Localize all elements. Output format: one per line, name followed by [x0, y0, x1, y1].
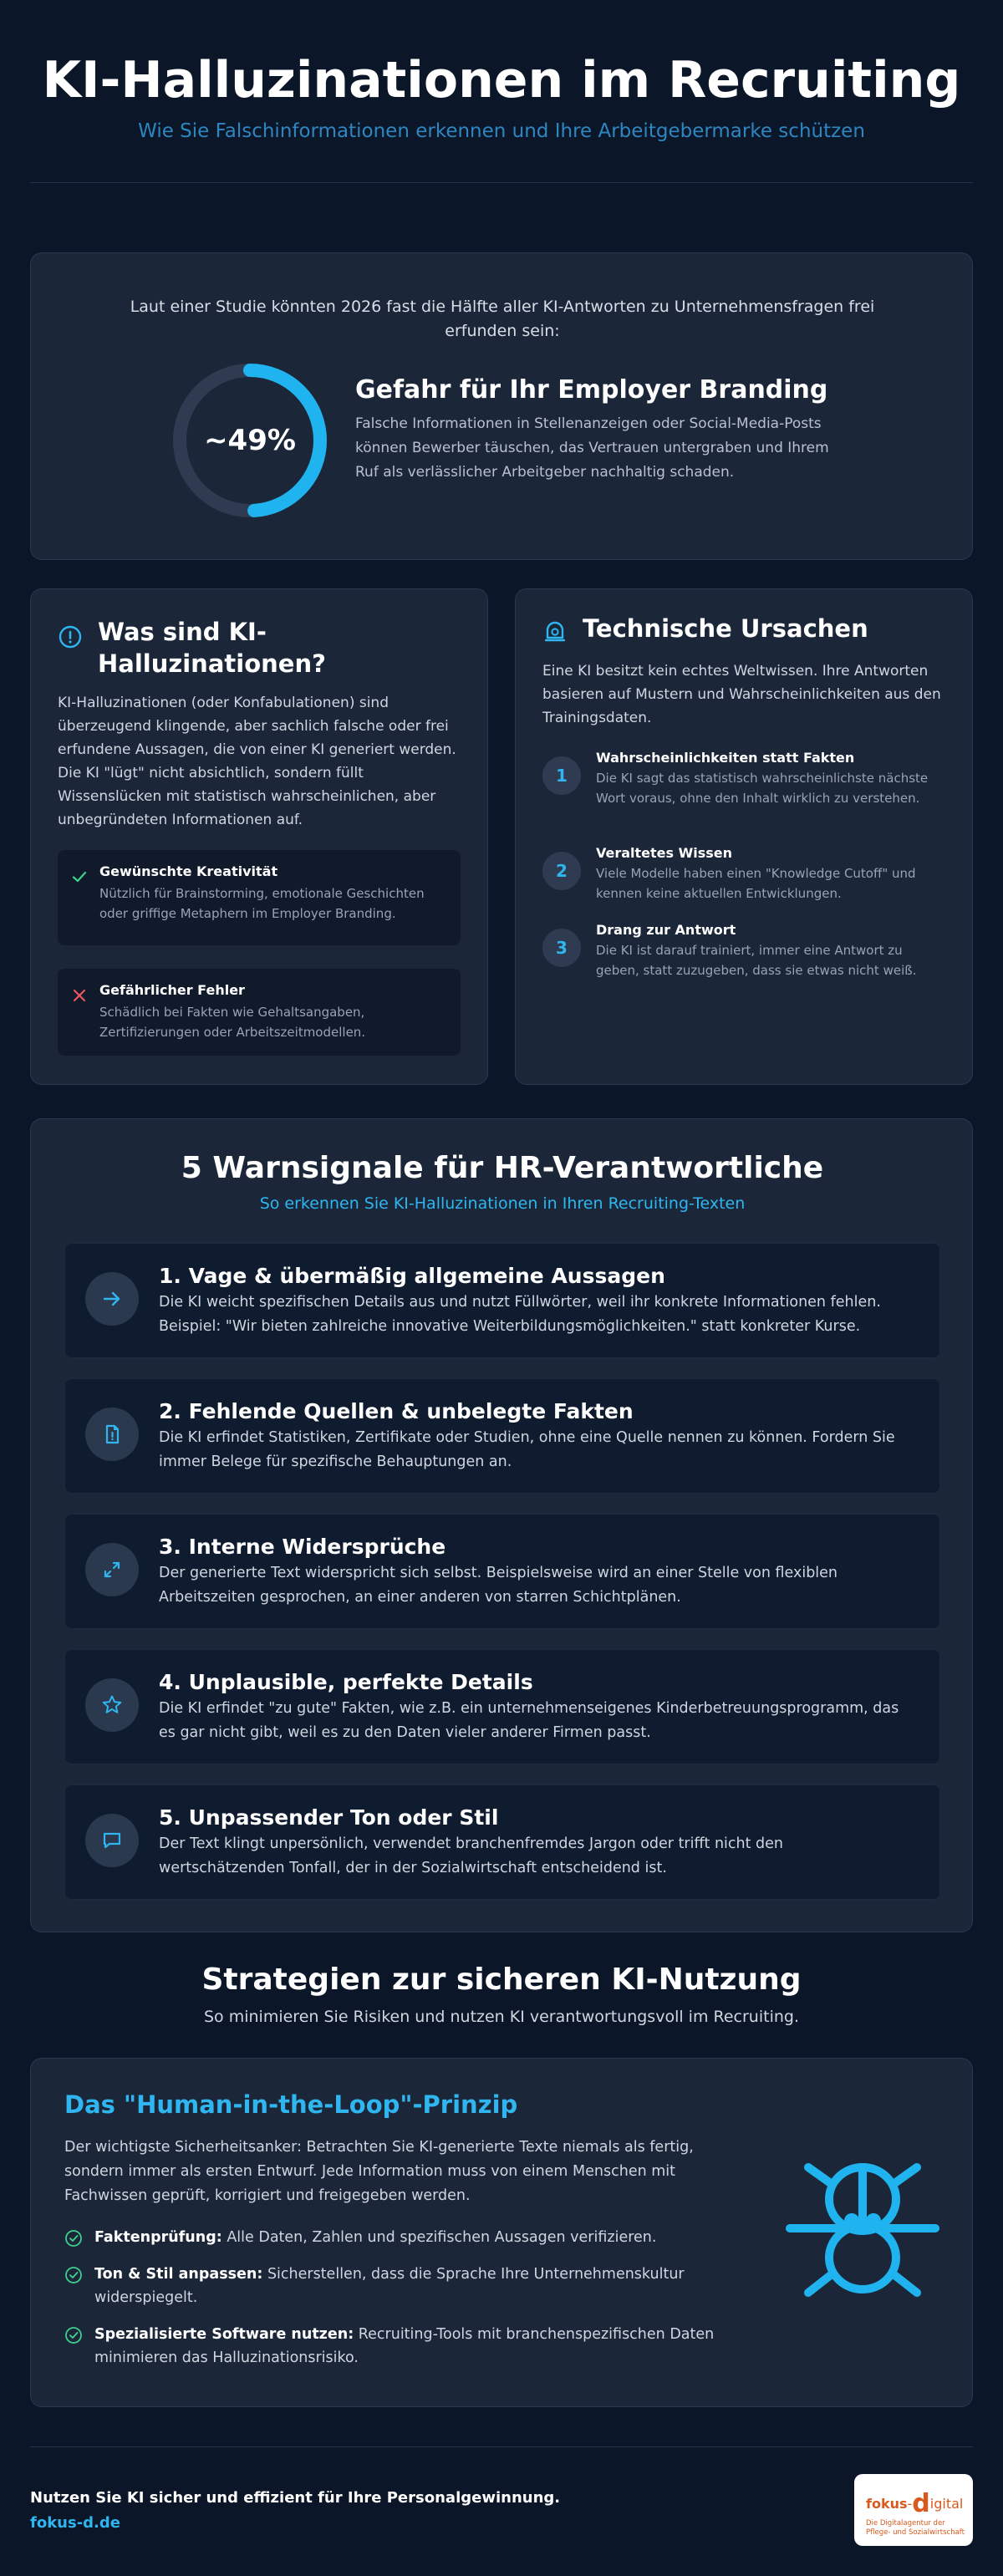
cause-desc: Die KI ist darauf trainiert, immer eine Antwort zu geben, statt zuzugeben, dass sie etwas nicht weiß. [596, 943, 917, 978]
header-divider [30, 182, 973, 183]
warning-item [64, 1649, 940, 1764]
check-circle-icon [64, 2266, 83, 2284]
mini-card-desc: Schädlich bei Fakten wie Gehaltsangaben, Zertifizierungen oder Arbeitszeitmodellen. [99, 1005, 366, 1040]
mini-card-desc: Nützlich für Brainstorming, emotionale Geschichten oder griffige Metaphern im Employer Branding. [99, 886, 425, 921]
ring-value: ~49% [204, 424, 296, 457]
cause-title: Wahrscheinlichkeiten statt Fakten [596, 750, 855, 766]
strategies-title: Strategien zur sicheren KI-Nutzung [201, 1963, 802, 1997]
warning-item [64, 1514, 940, 1629]
chat-icon [85, 1814, 139, 1867]
footer-divider [30, 2446, 973, 2447]
warning-item-desc: Die KI erfindet Statistiken, Zertifikate oder Studien, ohne eine Quelle nennen zu können. Fordern Sie immer Belege für spezifische Behauptungen an. [159, 1429, 895, 1470]
arrow-right-icon [85, 1272, 139, 1326]
footer-link[interactable]: fokus-d.de [30, 2514, 120, 2532]
warning-item-title: 3. Interne Widersprüche [159, 1535, 446, 1559]
strategies-subtitle: So minimieren Sie Risiken und nutzen KI verantwortungsvoll im Recruiting. [204, 2008, 799, 2026]
mini-card-title: Gefährlicher Fehler [99, 982, 245, 998]
warning-item-desc: Der generierte Text widerspricht sich selbst. Beispielsweise wird an einer Stelle von flexiblen Arbeitszeiten gesprochen, an einer anderen von starren Schichtplänen. [159, 1565, 838, 1606]
mini-card-creativity [58, 850, 461, 945]
header [0, 0, 1003, 142]
warning-item-desc: Die KI erfindet "zu gute" Fakten, wie z.B. ein unternehmenseigenes Kinderbetreuungsprogramm, das es gar nicht gibt, weil es zu den Daten vieler anderer Firmen passt. [159, 1700, 899, 1741]
fokus-digital-logo[interactable] [854, 2474, 973, 2546]
page-subtitle: Wie Sie Falschinformationen erkennen und Ihre Arbeitgebermarke schützen [138, 120, 865, 142]
what-title: Was sind KI-Halluzinationen? [98, 618, 326, 678]
alert-circle-icon [58, 624, 83, 649]
cause-item [542, 750, 952, 825]
stat-description: Falsche Informationen in Stellenanzeigen oder Social-Media-Posts können Bewerber täuschen, das Vertrauen untergraben und Ihrem Ruf als verlässlicher Arbeitgeber nachhaltig schaden. [355, 415, 829, 481]
page-title: KI-Halluzinationen im Recruiting [42, 51, 961, 109]
warning-subtitle: So erkennen Sie KI-Halluzinationen in Ihren Recruiting-Texten [259, 1194, 746, 1213]
mini-card-title: Gewünschte Kreativität [99, 863, 278, 879]
cause-item [542, 845, 952, 904]
check-icon [71, 868, 88, 885]
warning-title: 5 Warnsignale für HR-Verantwortliche [181, 1151, 824, 1185]
hitl-text: Der wichtigste Sicherheitsanker: Betrachten Sie KI-generierte Texte niemals als fertig, sondern immer als ersten Entwurf. Jede Information muss von einem Menschen mit Fachwissen geprüft, korrigiert und freigegeben werden. [64, 2139, 694, 2204]
warning-item-desc: Der Text klingt unpersönlich, verwendet branchenfremdes Jargon oder trifft nicht den wertschätzenden Tonfall, der in der Sozialwirtschaft entscheidend ist. [159, 1835, 784, 1876]
causes-title: Technische Ursachen [583, 614, 868, 643]
cause-title: Veraltetes Wissen [596, 845, 733, 861]
what-card [30, 588, 488, 1085]
warning-signs-card [30, 1118, 973, 1932]
star-icon [85, 1678, 139, 1732]
warning-item [64, 1784, 940, 1900]
warning-item [64, 1378, 940, 1494]
warning-item [64, 1243, 940, 1358]
cause-number: 3 [542, 929, 581, 967]
warning-item-title: 5. Unpassender Ton oder Stil [159, 1805, 499, 1830]
check-circle-icon [64, 2326, 83, 2344]
warning-item-title: 1. Vage & übermäßig allgemeine Aussagen [159, 1264, 665, 1288]
bug-icon [783, 2151, 942, 2309]
causes-card [515, 588, 973, 1085]
brain-chip-icon [542, 619, 568, 644]
logo-name: fokus-digital [866, 2489, 964, 2518]
cause-number: 1 [542, 756, 581, 795]
cause-item [542, 922, 952, 980]
warning-item-desc: Die KI weicht spezifischen Details aus und nutzt Füllwörter, weil ihr konkrete Informationen fehlen. Beispiel: "Wir bieten zahlreiche innovative Weiterbildungsmöglichkeiten." statt konkreter Kurse. [159, 1294, 881, 1335]
cause-desc: Viele Modelle haben einen "Knowledge Cutoff" und kennen keine aktuellen Entwicklungen. [596, 866, 916, 901]
checklist-text: Ton & Stil anpassen: Sicherstellen, dass die Sprache Ihre Unternehmenskultur widerspiegelt. [94, 2266, 685, 2306]
document-icon [85, 1408, 139, 1461]
checklist-text: Spezialisierte Software nutzen: Recruiting-Tools mit branchenspezifischen Daten minimieren das Halluzinationsrisiko. [94, 2326, 715, 2366]
cause-desc: Die KI sagt das statistisch wahrscheinlichste nächste Wort voraus, ohne den Inhalt wirklich zu verstehen. [596, 771, 929, 806]
x-icon [71, 987, 88, 1004]
cause-number: 2 [542, 852, 581, 890]
hitl-title: Das "Human-in-the-Loop"-Prinzip [64, 2090, 518, 2119]
mini-card-error [58, 969, 461, 1056]
warning-item-title: 4. Unplausible, perfekte Details [159, 1670, 533, 1694]
logo-tagline: Die Digitalagentur der Pflege- und Sozialwirtschaft [866, 2519, 965, 2537]
causes-text: Eine KI besitzt kein echtes Weltwissen. Ihre Antworten basieren auf Mustern und Wahrscheinlichkeiten aus den Trainingsdaten. [542, 663, 941, 726]
stat-intro: Laut einer Studie könnten 2026 fast die Hälfte aller KI-Antworten zu Unternehmensfragen frei erfunden sein: [130, 298, 875, 340]
check-circle-icon [64, 2229, 83, 2248]
arrows-diagonal-icon [85, 1543, 139, 1596]
what-text: KI-Halluzinationen (oder Konfabulationen) sind überzeugend klingende, aber sachlich falsche oder frei erfundene Aussagen, die von einer KI generiert werden. Die KI "lügt" nicht absichtlich, sondern füllt Wissenslücken mit statistisch wahrscheinlichen, aber unbegründeten Informationen auf. [58, 695, 456, 828]
footer-text: Nutzen Sie KI sicher und effizient für Ihre Personalgewinnung. [30, 2489, 561, 2507]
warning-item-title: 2. Fehlende Quellen & unbelegte Fakten [159, 1399, 634, 1423]
stat-card [30, 252, 973, 560]
checklist-text: Faktenprüfung: Alle Daten, Zahlen und spezifischen Aussagen verifizieren. [94, 2229, 657, 2246]
human-in-the-loop-card [30, 2058, 973, 2407]
cause-title: Drang zur Antwort [596, 922, 736, 938]
percentage-ring [170, 360, 330, 521]
stat-title: Gefahr für Ihr Employer Branding [355, 375, 828, 405]
